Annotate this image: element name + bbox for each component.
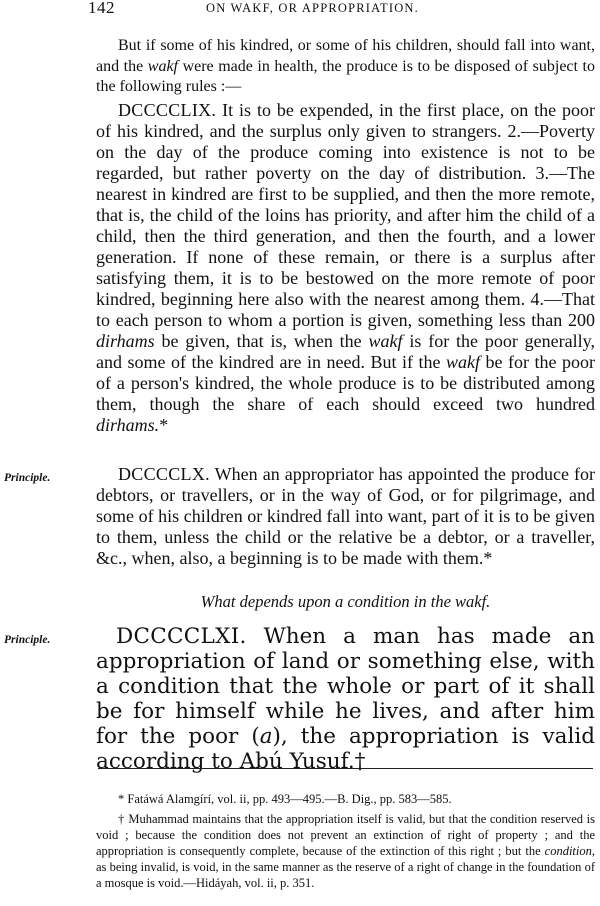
rule-861-block: [96, 624, 595, 774]
intro-text-2: were made in health, the produce is to be disposed of subject to the following rules :—: [96, 57, 595, 95]
page-number: 142: [88, 0, 115, 17]
rule-860-paragraph: [96, 464, 595, 569]
intro-text-1: But if some of his kindred, or some of his children, should fall into want, and the: [96, 37, 595, 75]
footnote-2-text-2: as being invalid, is void, in the same manner as the reserve of a right of change in the foundation of a mosque is void.—Hidáyah, vol. ii, p. 351.: [96, 860, 595, 890]
rule-861-text-2: ), the appropriation is valid according to Abú Yusuf.†: [96, 724, 595, 774]
rule-859-footnote-mark: *: [159, 415, 169, 435]
running-title: ON WAKF, OR APPROPRIATION.: [206, 1, 419, 15]
rule-859-text-2: be given, that is, when the: [154, 331, 369, 351]
footnote-2: [96, 811, 595, 891]
rule-861-number: DCCCCLXI.: [116, 624, 247, 649]
rule-859-italic-dirhams: dirhams: [96, 331, 155, 351]
intro-paragraph: [96, 36, 595, 98]
page-header: [88, 0, 588, 22]
rule-859-text-1: It is to be expended, in the first place, on the poor of his kindred, and the surplus only given to strangers. 2.—Poverty on the day of the produce coming into existence is not to be regarded, but rather poverty on the day of distribution. 3.—The nearest in kindred are first to be supplied, and then the more remote, that is, the child of the loins has priority, and after him the child of a child, then the third generation, and then the fourth, and a lower generation. If none of these remain, or there is a surplus after satisfying them, it is to be bestowed on the more remote of poor kindred, beginning here also with the nearest among them. 4.—That to each person to whom a portion is given, something less than 200: [96, 100, 595, 330]
rule-861-text-1: When a man has made an appropriation of land or something else, with a condition that the whole or part of it shall be for himself while he lives, and after him for the poor (: [96, 624, 595, 749]
section-heading: What depends upon a condition in the wakf.: [200, 592, 491, 611]
rule-859-italic-dirhams-2: dirhams.: [96, 415, 160, 435]
rule-861-paragraph: [96, 624, 595, 774]
footnote-divider: [98, 768, 593, 769]
footnotes: [96, 791, 595, 895]
rule-859-number: DCCCCLIX.: [118, 100, 217, 120]
rule-860-number: DCCCCLX.: [118, 464, 210, 484]
rule-859-text-3: is for the poor generally, and some of the kindred are in need. But if the: [96, 331, 595, 372]
principle-side-label-2: Principle.: [4, 634, 51, 646]
rule-860-block: [96, 464, 595, 569]
rule-861-italic-a: a: [259, 724, 273, 749]
footnote-1: * Fatáwá Alamgírí, vol. ii, pp. 493—495.—B. Dig., pp. 583—585.: [118, 792, 452, 806]
rule-860-text: When an appropriator has appointed the produce for debtors, or travellers, or in the way of God, or for pilgrimage, and some of his children or kindred fall into want, part of it is to be given to them, unless the child or the relative be a debtor, or a traveller, &c., when, also, a beginning is to be made with them.*: [96, 464, 595, 568]
rule-859-paragraph: [96, 100, 595, 436]
rule-859-italic-wakf-2: wakf: [446, 352, 480, 372]
rule-859-block: [96, 100, 595, 436]
principle-side-label-1: Principle.: [4, 472, 51, 484]
rule-859-italic-wakf-1: wakf: [368, 331, 403, 351]
intro-italic-wakf: wakf: [147, 57, 178, 75]
intro-paragraph-block: [96, 36, 595, 98]
footnote-2-text-1: † Muhammad maintains that the appropriation itself is valid, but that the condition reserved is void ; because the condition does not prevent an extinction of right of property ; and the appropriation is consequently complete, because of the extinction of this right ; but the: [96, 812, 595, 858]
footnote-2-italic-condition: condition,: [544, 844, 595, 858]
rule-859-text-4: be for the poor of a person's kindred, the whole produce is to be distributed among them, though the share of each should exceed two hundred: [96, 352, 595, 414]
